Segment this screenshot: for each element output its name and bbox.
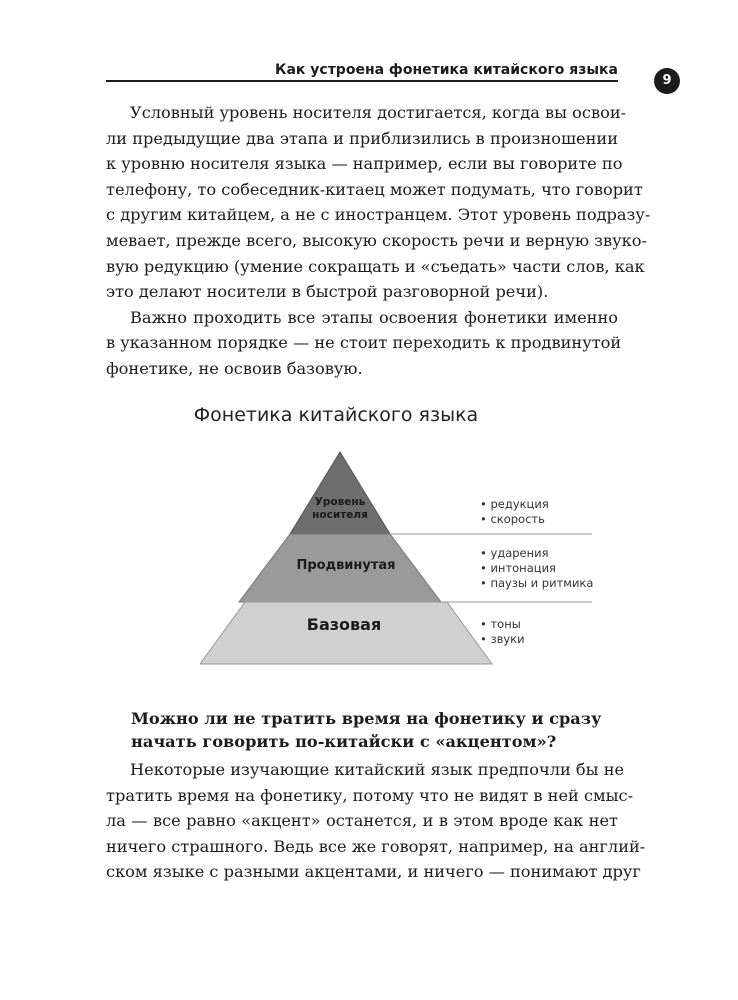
text-line: ничего страшного. Ведь все же говорят, например, на англий-	[106, 836, 646, 856]
text-line: это делают носители в быстрой разговорной речи).	[106, 282, 549, 302]
text-line: тратить время на фонетику, потому что не видят в ней смыс-	[106, 785, 634, 805]
text-line: ском языке с разными акцентами, и ничего — понимают друг	[106, 862, 641, 882]
text-line: с другим китайцем, а не с иностранцем. Этот уровень подразу-	[106, 205, 651, 225]
level-label-native-2: носителя	[312, 509, 368, 521]
bullet-item: • тоны	[480, 617, 525, 632]
text-line: вую редукцию (умение сокращать и «съедать» части слов, как	[106, 256, 645, 276]
heading-line: Можно ли не тратить время на фонетику и сразу	[131, 709, 602, 728]
section-heading	[131, 707, 621, 753]
header-rule	[106, 80, 618, 82]
running-title: Как устроена фонетика китайского языка	[275, 62, 618, 78]
text-line: фонетике, не освоив базовую.	[106, 358, 363, 378]
text-line: Некоторые изучающие китайский язык предпочли бы не	[130, 760, 625, 779]
bullets-basic	[480, 617, 525, 647]
pyramid-level-native	[290, 452, 390, 534]
text-line: Условный уровень носителя достигается, когда вы освои-	[130, 103, 627, 122]
figure-title: Фонетика китайского языка	[193, 404, 479, 426]
text-line: в указанном порядке — не стоит переходить к продвинутой	[106, 333, 622, 353]
bullet-item: • звуки	[480, 632, 525, 647]
text-line: ла — все равно «акцент» останется, и в этом вроде как нет	[106, 811, 618, 831]
bullets-advanced	[480, 546, 593, 591]
text-line: мевает, прежде всего, высокую скорость речи и верную звуко-	[106, 230, 647, 250]
text-line: Важно проходить все этапы освоения фонетики именно	[130, 307, 618, 327]
text-line: к уровню носителя языка — например, если вы говорите по	[106, 154, 623, 174]
level-label-advanced: Продвинутая	[296, 558, 396, 573]
paragraph-native-level	[106, 100, 651, 382]
bullets-native	[480, 497, 549, 527]
text-line: телефону, то собеседник-китаец может подумать, что говорит	[106, 179, 643, 199]
heading-line: начать говорить по-китайски с «акцентом»?	[131, 732, 557, 751]
bullet-item: • редукция	[480, 497, 549, 512]
page-number: 9	[654, 68, 680, 94]
level-label-native-1: Уровень	[314, 496, 366, 508]
bullet-item: • скорость	[480, 512, 549, 527]
bullet-item: • интонация	[480, 561, 593, 576]
paragraph-accent	[106, 757, 646, 885]
text-line: ли предыдущие два этапа и приблизились в произношении	[106, 128, 618, 148]
level-label-basic: Базовая	[306, 615, 382, 634]
bullet-item: • паузы и ритмика	[480, 576, 593, 591]
bullet-item: • ударения	[480, 546, 593, 561]
